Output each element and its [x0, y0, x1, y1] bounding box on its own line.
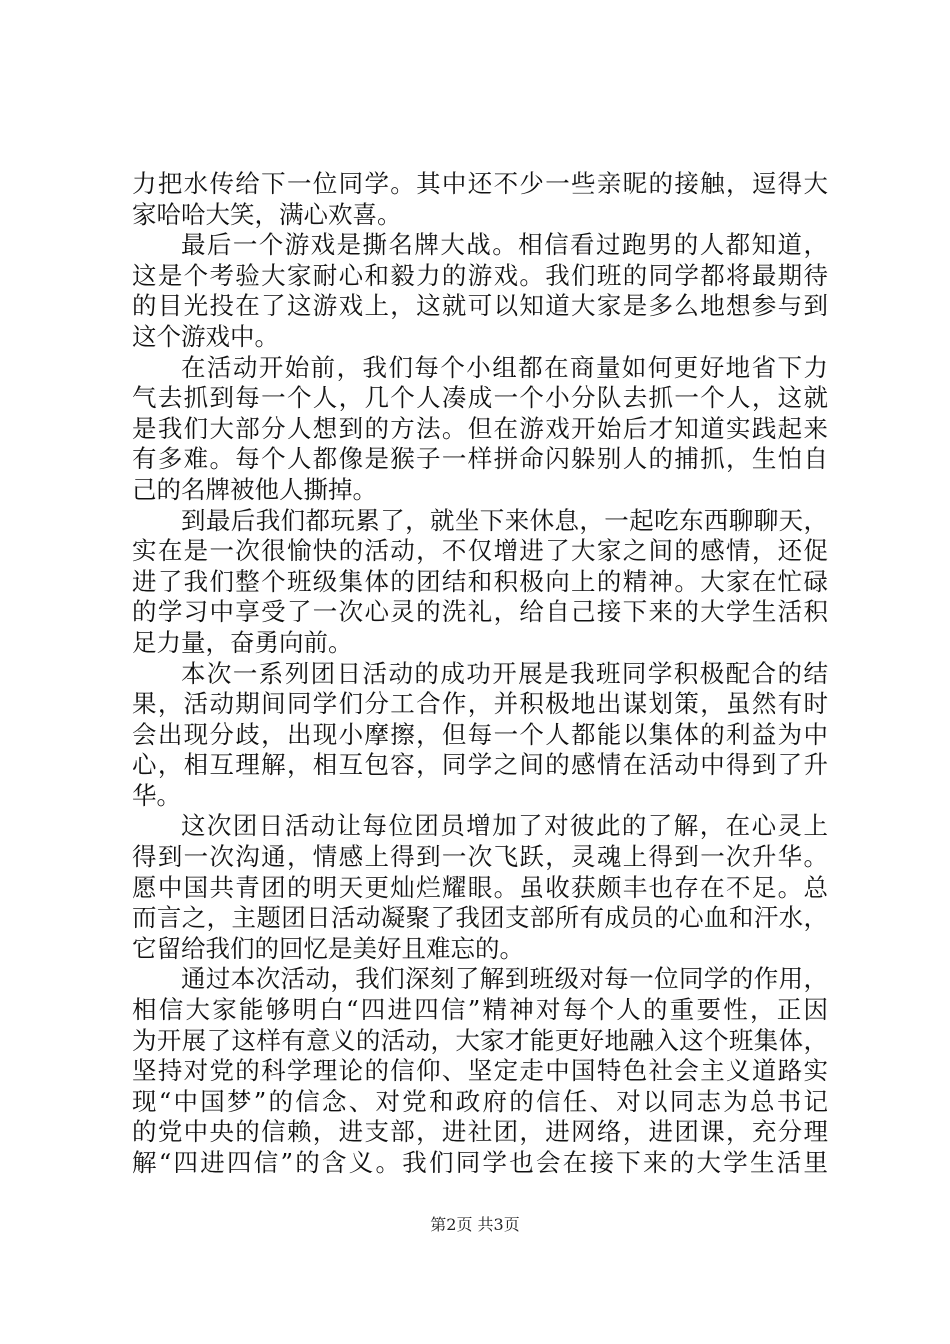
- text-line: 实在是一次很愉快的活动，不仅增进了大家之间的感情，还促: [132, 536, 828, 566]
- text-line: 气去抓到每一个人，几个人凑成一个小分队去抓一个人，这就: [132, 383, 828, 413]
- text-line: 在活动开始前，我们每个小组都在商量如何更好地省下力: [181, 352, 828, 382]
- text-line: 这是个考验大家耐心和毅力的游戏。我们班的同学都将最期待: [132, 260, 828, 290]
- paragraph: [132, 230, 828, 352]
- text-line: 有多难。每个人都像是猴子一样拼命闪躲别人的捕抓，生怕自: [132, 444, 828, 474]
- paragraph: [132, 659, 828, 812]
- text-line: 为开展了这样有意义的活动，大家才能更好地融入这个班集体，: [132, 1025, 828, 1055]
- paragraph: [132, 811, 828, 964]
- text-line: 愿中国共青团的明天更灿烂耀眼。虽收获颇丰也存在不足。总: [132, 872, 828, 902]
- text-line: 己的名牌被他人撕掉。: [132, 474, 377, 504]
- text-line: 这个游戏中。: [132, 321, 279, 351]
- text-line: 解“四进四信”的含义。我们同学也会在接下来的大学生活里: [132, 1148, 828, 1177]
- text-line: 华。: [132, 780, 181, 810]
- paragraph: [132, 964, 828, 1178]
- text-line: 通过本次活动，我们深刻了解到班级对每一位同学的作用，: [181, 964, 828, 994]
- text-line: 到最后我们都玩累了，就坐下来休息，一起吃东西聊聊天，: [181, 505, 828, 535]
- text-line: 而言之，主题团日活动凝聚了我团支部所有成员的心血和汗水，: [132, 903, 828, 933]
- text-line: 力把水传给下一位同学。其中还不少一些亲昵的接触，逗得大: [132, 169, 828, 198]
- text-line: 现“中国梦”的信念、对党和政府的信任、对以同志为总书记: [132, 1086, 828, 1116]
- text-line: 进了我们整个班级集体的团结和积极向上的精神。大家在忙碌: [132, 566, 828, 596]
- page-footer: 第2页 共3页: [430, 1215, 520, 1234]
- text-line: 的党中央的信赖，进支部，进社团，进网络，进团课，充分理: [132, 1117, 828, 1147]
- text-line: 心，相互理解，相互包容，同学之间的感情在活动中得到了升: [132, 750, 828, 780]
- text-line: 的目光投在了这游戏上，这就可以知道大家是多么地想参与到: [132, 291, 828, 321]
- text-line: 最后一个游戏是撕名牌大战。相信看过跑男的人都知道，: [181, 230, 828, 260]
- text-line: 它留给我们的回忆是美好且难忘的。: [132, 933, 524, 963]
- text-line: 得到一次沟通，情感上得到一次飞跃，灵魂上得到一次升华。: [132, 842, 828, 872]
- text-line: 家哈哈大笑，满心欢喜。: [132, 199, 402, 229]
- text-line: 会出现分歧，出现小摩擦，但每一个人都能以集体的利益为中: [132, 719, 828, 749]
- text-line: 果，活动期间同学们分工合作，并积极地出谋划策，虽然有时: [132, 689, 828, 719]
- document-body: [132, 169, 828, 1179]
- paragraph: [132, 353, 828, 506]
- text-line: 是我们大部分人想到的方法。但在游戏开始后才知道实践起来: [132, 413, 828, 443]
- paragraph: [132, 506, 828, 659]
- paragraph: [132, 169, 828, 230]
- text-line: 相信大家能够明白“四进四信”精神对每个人的重要性，正因: [132, 995, 828, 1025]
- text-line: 这次团日活动让每位团员增加了对彼此的了解，在心灵上: [181, 811, 828, 841]
- text-line: 的学习中享受了一次心灵的洗礼，给自己接下来的大学生活积: [132, 597, 828, 627]
- text-line: 本次一系列团日活动的成功开展是我班同学积极配合的结: [181, 658, 828, 688]
- text-line: 坚持对党的科学理论的信仰、坚定走中国特色社会主义道路实: [132, 1056, 828, 1086]
- text-line: 足力量，奋勇向前。: [132, 627, 353, 657]
